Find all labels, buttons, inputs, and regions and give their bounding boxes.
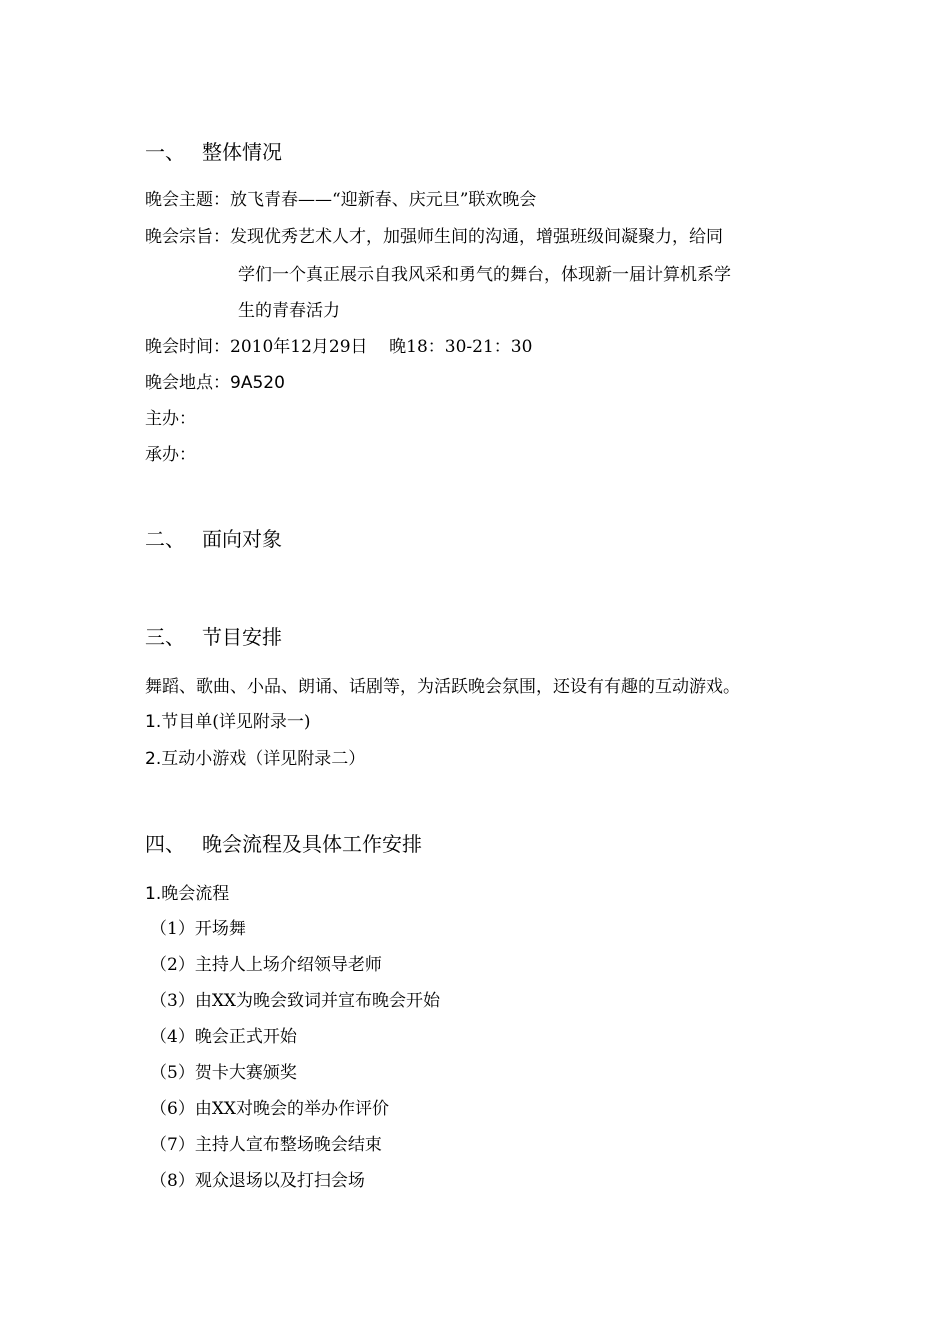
- section-number: 四、: [145, 832, 185, 856]
- purpose-label: 晚会宗旨：: [145, 227, 230, 247]
- purpose-line-3: 生的青春活力: [238, 301, 340, 321]
- time-label: 晚会时间：: [145, 337, 230, 357]
- flow-step: （6）由XX对晚会的举办作评价: [150, 1099, 390, 1119]
- theme-label: 晚会主题：: [145, 190, 230, 210]
- purpose-line-1: [145, 225, 723, 249]
- program-item-2: [145, 747, 365, 771]
- program-item-label: 1.节目单: [145, 712, 213, 732]
- section-heading-2: [145, 526, 282, 552]
- flow-heading: 1.晚会流程: [145, 884, 230, 904]
- host-label: 主办：: [145, 409, 196, 429]
- section-heading-1: [145, 139, 282, 165]
- flow-step: （1）开场舞: [150, 919, 246, 939]
- purpose-line-2: 学们一个真正展示自我风采和勇气的舞台，体现新一届计算机系学: [238, 265, 731, 285]
- section-number: 三、: [145, 625, 185, 649]
- program-item-1: [145, 710, 311, 734]
- flow-step: （7）主持人宣布整场晚会结束: [150, 1135, 382, 1155]
- section-heading-4: [145, 831, 422, 857]
- program-item-note: (详见附录一): [212, 712, 311, 732]
- flow-step: （2）主持人上场介绍领导老师: [150, 955, 382, 975]
- section-number: 二、: [145, 527, 185, 551]
- flow-step: （5）贺卡大赛颁奖: [150, 1063, 297, 1083]
- theme-value: 放飞青春——“迎新春、庆元旦”联欢晚会: [230, 190, 537, 210]
- section-title: 晚会流程及具体工作安排: [202, 832, 422, 856]
- theme-line: [145, 188, 536, 212]
- section-number: 一、: [145, 140, 185, 164]
- flow-step: （3）由XX为晚会致词并宣布晚会开始: [150, 991, 441, 1011]
- section-title: 整体情况: [202, 140, 282, 164]
- organizer-label: 承办：: [145, 445, 196, 465]
- place-value: 9A520: [230, 373, 285, 393]
- section-title: 面向对象: [202, 527, 282, 551]
- time-value: 2010年12月29日 晚18：30-21：30: [230, 337, 533, 357]
- section-title: 节目安排: [202, 625, 282, 649]
- place-line: [145, 371, 285, 395]
- place-label: 晚会地点：: [145, 373, 230, 393]
- flow-step: （4）晚会正式开始: [150, 1027, 297, 1047]
- purpose-text: 发现优秀艺术人才，加强师生间的沟通，增强班级间凝聚力，给同: [230, 227, 723, 247]
- flow-step: （8）观众退场以及打扫会场: [150, 1171, 365, 1191]
- program-intro: 舞蹈、歌曲、小品、朗诵、话剧等，为活跃晚会氛围，还设有有趣的互动游戏。: [145, 677, 740, 697]
- program-item-note: （详见附录二）: [246, 749, 366, 769]
- time-line: [145, 335, 532, 359]
- program-item-label: 2.互动小游戏: [145, 749, 247, 769]
- section-heading-3: [145, 624, 282, 650]
